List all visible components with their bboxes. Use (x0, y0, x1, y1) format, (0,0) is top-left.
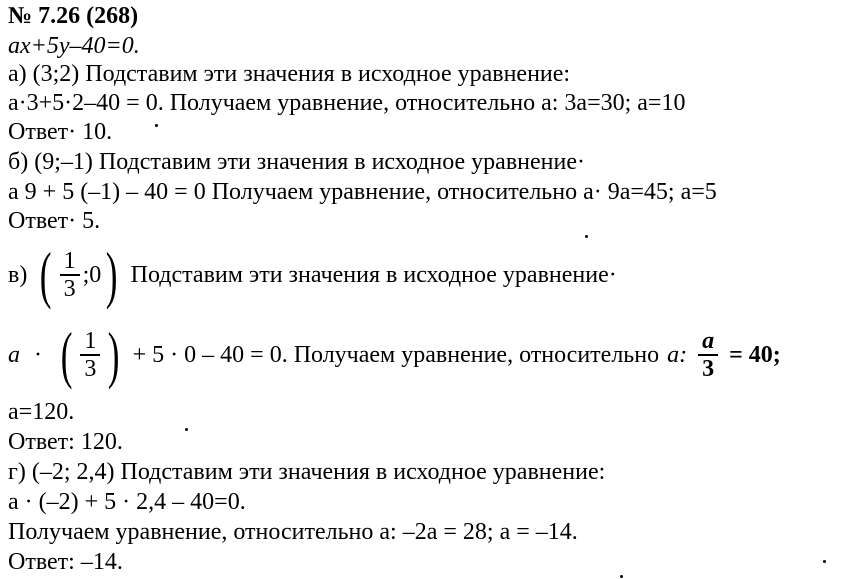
part-b-intro: б) (9;–1) Подставим эти значения в исходное уравнение· (8, 149, 585, 175)
part-b-equation: a 9 + 5 (–1) – 40 = 0 Получаем уравнение, относительно a· 9a=45; a=5 (8, 179, 717, 205)
point-fraction (60, 248, 80, 302)
problem-number: № 7.26 (268) (8, 3, 139, 29)
eq-dot: · (34, 341, 42, 368)
part-v-result: a=120. (8, 399, 75, 425)
eq-fraction (80, 328, 100, 382)
left-paren: ( (40, 239, 52, 310)
scan-speck (185, 428, 188, 431)
part-a-intro: а) (3;2) Подставим эти значения в исходное уравнение: (8, 61, 571, 87)
scan-speck (155, 124, 158, 127)
part-v-label: в) (8, 261, 28, 288)
part-v-text: Подставим эти значения в исходное уравнение· (130, 261, 617, 288)
left-paren: ( (60, 319, 73, 390)
rhs-numerator: a (702, 328, 715, 354)
rhs-fraction (698, 328, 718, 382)
rhs-tail: = 40; (729, 341, 781, 368)
eq-fraction-numerator: 1 (84, 328, 97, 354)
part-g-result: Получаем уравнение, относительно a: –2a = 28; a = –14. (8, 519, 578, 545)
part-a-answer: Ответ· 10. (8, 119, 113, 145)
part-v-answer: Ответ: 120. (8, 429, 123, 455)
eq-fraction-denominator: 3 (84, 356, 97, 382)
base-equation: ax+5y–40=0. (8, 33, 140, 59)
point-tail: ;0 (82, 261, 102, 288)
point-fraction-denominator: 3 (63, 276, 76, 302)
part-a-equation: a·3+5·2–40 = 0. Получаем уравнение, относительно a: 3a=30; a=10 (8, 90, 686, 116)
eq-middle: + 5 · 0 – 40 = 0. Получаем уравнение, относительно (132, 341, 660, 368)
part-g-answer: Ответ: –14. (8, 549, 123, 575)
part-g-equation: a · (–2) + 5 · 2,4 – 40=0. (8, 489, 246, 515)
part-v-intro (8, 240, 617, 310)
eq-a: a (8, 341, 20, 368)
right-paren: ) (108, 319, 120, 390)
scan-speck (823, 560, 826, 563)
eq-var: a: (667, 341, 688, 368)
rhs-denominator: 3 (702, 356, 715, 382)
scan-speck (585, 235, 588, 238)
right-paren: ) (106, 239, 118, 310)
part-v-equation (8, 320, 781, 390)
part-g-intro: г) (–2; 2,4) Подставим эти значения в исходное уравнение: (8, 459, 606, 485)
scan-speck (620, 575, 623, 578)
part-b-answer: Ответ· 5. (8, 208, 101, 234)
point-fraction-numerator: 1 (63, 248, 76, 274)
